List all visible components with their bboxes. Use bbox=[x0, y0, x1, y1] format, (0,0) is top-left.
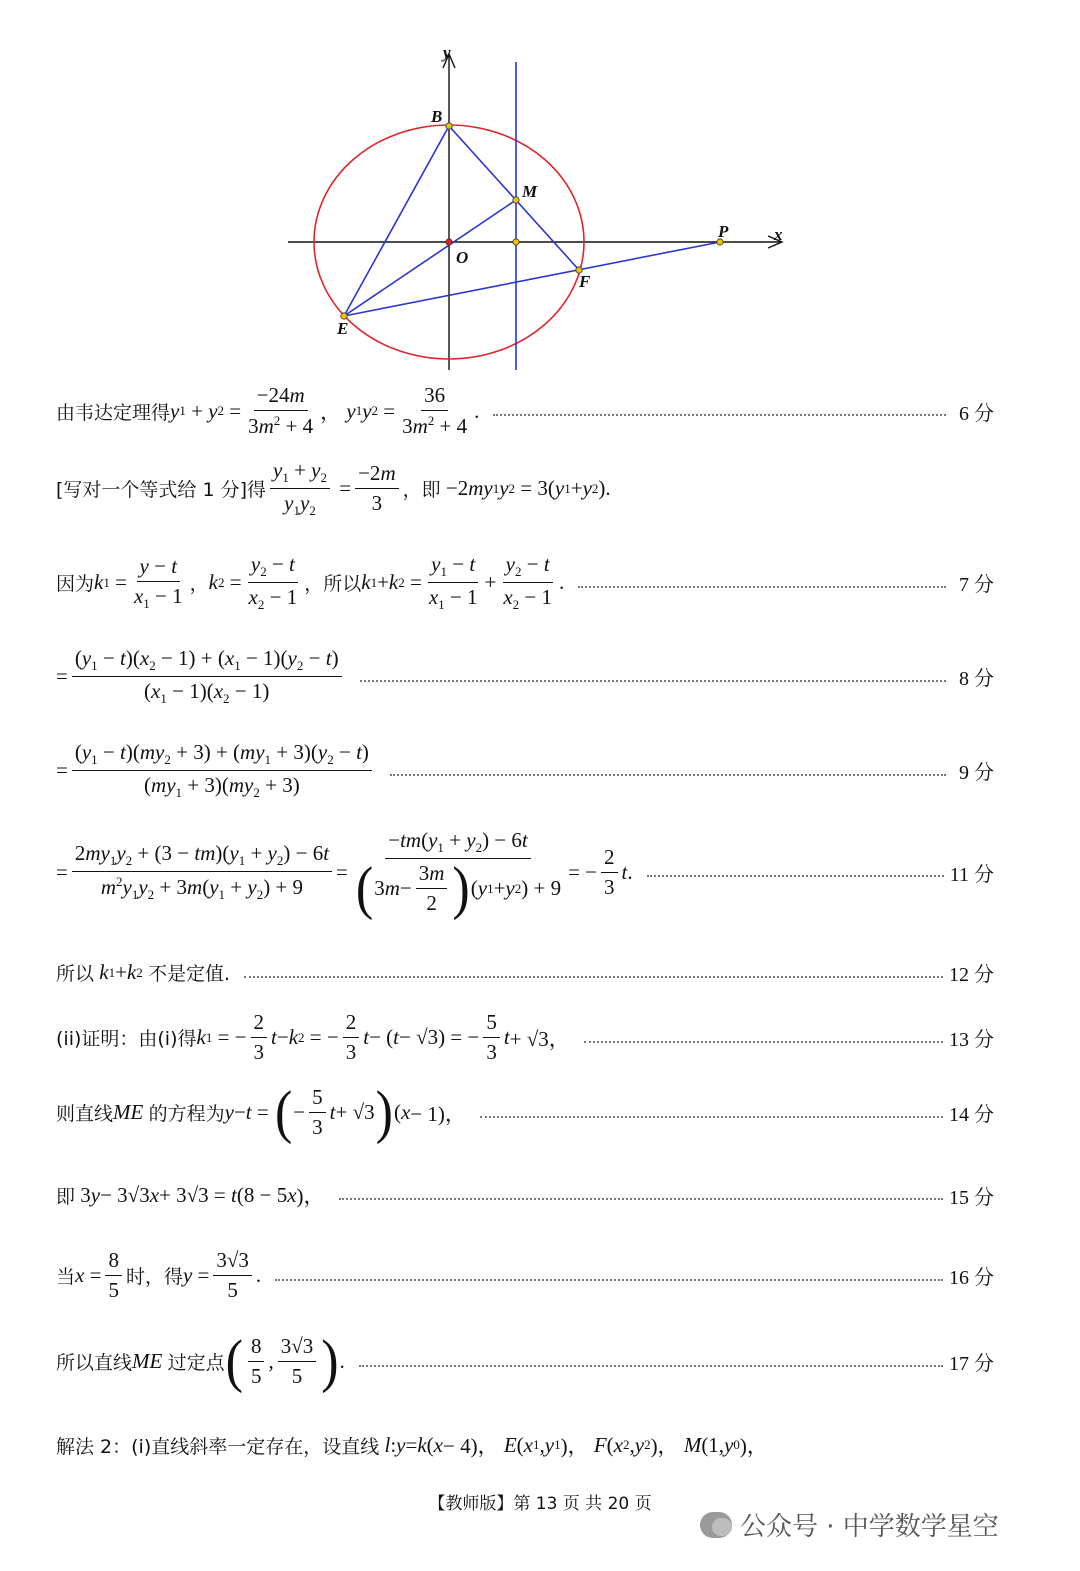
dot-leader bbox=[275, 1279, 943, 1281]
solution-line-ratio bbox=[56, 458, 994, 519]
solution-line-method-2 bbox=[56, 1430, 994, 1460]
point-B bbox=[446, 123, 452, 129]
score-label: 15 分 bbox=[949, 1186, 994, 1209]
score-label: 8 分 bbox=[959, 668, 994, 691]
score-label: 6 分 bbox=[959, 402, 994, 425]
solution-line-conclusion-i bbox=[56, 958, 994, 987]
solution-line-simplify bbox=[56, 828, 994, 921]
dot-leader bbox=[584, 1041, 943, 1043]
solution-line-expand-1 bbox=[56, 646, 994, 707]
geometry-figure bbox=[280, 40, 800, 380]
point-O bbox=[446, 239, 452, 245]
line-expression: 当 x = $\frac{8}{5}$ 时，得 y = $\frac{3√3}{5}$ . bbox=[56, 1248, 262, 1302]
line-expression: [写对一个等式给 1 分]得 $\frac{y_1 + y_2}{y_1y_2}$ = $\frac{-2m}{3}$ ，即 −2 my 1 y 2 = 3( y 1 + y 2 ). bbox=[56, 458, 611, 519]
solution-line-proof-ii bbox=[56, 1010, 994, 1065]
dot-leader bbox=[647, 875, 944, 877]
label-y: y bbox=[443, 43, 451, 62]
line-expression: = $\frac{2my_1y_2 + (3 - tm)(y_1 + y_2) - 6t}{m^2y_1y_2 + 3m(y_1 + y_2) + 9}$ = $-tm(y_1 + y_2) - 6t$ ( 3 m − $\frac{3m}{2}$ ) ( y 1 + y 2 ) + 9 = − $\frac{2}{3}$ t . bbox=[56, 828, 633, 921]
line-expression: 所以 k 1 + k 2 不是定值. bbox=[56, 960, 231, 985]
label-F: F bbox=[579, 272, 591, 291]
wechat-icon bbox=[700, 1512, 732, 1538]
score-label: 11 分 bbox=[949, 863, 994, 886]
solution-line-vieta bbox=[56, 383, 994, 439]
solution-line-fixed-point bbox=[56, 1328, 994, 1394]
line-expression: 所以直线 ME 过定点 ( $\frac{8}{5}$ , $\frac{3√3}{5}$ ) . bbox=[56, 1328, 345, 1394]
label-x: x bbox=[774, 225, 783, 244]
page-footer: 【教师版】第 13 页 共 20 页 bbox=[428, 1494, 652, 1514]
score-label: 12 分 bbox=[949, 964, 994, 986]
segment-EP bbox=[344, 242, 720, 316]
dot-leader bbox=[390, 774, 946, 776]
score-label: 16 分 bbox=[949, 1267, 994, 1289]
label-P: P bbox=[718, 222, 729, 241]
score-label: 14 分 bbox=[949, 1104, 994, 1126]
watermark bbox=[700, 1506, 999, 1543]
score-label: 9 分 bbox=[959, 762, 994, 785]
solution-line-slopes bbox=[56, 552, 994, 613]
dot-leader bbox=[360, 680, 946, 682]
dot-leader bbox=[578, 586, 946, 588]
line-expression: = $\frac{(y_1 - t)(x_2 - 1) + (x_1 - 1)(y_2 - t)}{(x_1 - 1)(x_2 - 1)}$ bbox=[56, 646, 346, 707]
score-label: 7 分 bbox=[959, 574, 994, 597]
dot-leader bbox=[480, 1116, 943, 1118]
label-M: M bbox=[522, 182, 538, 201]
dot-leader bbox=[493, 414, 946, 416]
solution-line-expand-2 bbox=[56, 740, 994, 801]
score-label: 13 分 bbox=[949, 1029, 994, 1051]
score-label: 17 分 bbox=[949, 1353, 994, 1375]
line-expression: 由韦达定理得 y 1 + y 2 = $\frac{-24m}{3m^2 + 4}$ ， y 1 y 2 = $\frac{36}{3m^2 + 4}$ . bbox=[56, 383, 480, 438]
dot-leader bbox=[359, 1365, 943, 1367]
dot-leader bbox=[339, 1198, 943, 1200]
label-O: O bbox=[456, 248, 469, 267]
point-axis-intersection bbox=[513, 239, 519, 245]
dot-leader bbox=[244, 976, 943, 978]
label-E: E bbox=[337, 319, 349, 338]
line-expression: = $\frac{(y_1 - t)(my_2 + 3) + (my_1 + 3)(y_2 - t)}{(my_1 + 3)(my_2 + 3)}$ bbox=[56, 740, 376, 801]
line-expression: 因为 k 1 = $\frac{y - t}{x_1 - 1}$ ， k 2 = $\frac{y_2 - t}{x_2 - 1}$ ，所以 k 1 + k 2 = $\frac{y_1 - t}{x_1 - 1}$ + $\frac{y_2 - t}{x_2 - 1}$ . bbox=[56, 552, 565, 613]
line-expression: 则直线 ME 的方程为 y − t = ( − $\frac{5}{3}$ t + √3 ) ( x − 1)， bbox=[56, 1079, 466, 1145]
line-expression: 解法 2：(i)直线斜率一定存在，设直线 l : y = k ( x − 4)， E ( x 1 , y 1 )， F ( x 2 , y 2 )， M (1, y 0 )， bbox=[56, 1432, 768, 1458]
watermark-text: 公众号 · 中学数学星空 bbox=[740, 1512, 999, 1542]
line-expression: 即 3 y − 3√3 x + 3√3 = t (8 − 5 x )， bbox=[56, 1182, 325, 1208]
label-B: B bbox=[431, 107, 443, 126]
solution-line-ME-equation bbox=[56, 1079, 994, 1145]
line-expression: (ii)证明：由(i)得 k 1 = − $\frac{2}{3}$ t − k 2 = − $\frac{2}{3}$ t − ( t − √3) = − $\frac{5}{3}$ t + √3， bbox=[56, 1010, 570, 1064]
solution-line-rearranged bbox=[56, 1180, 994, 1210]
point-M bbox=[513, 197, 519, 203]
solution-line-evaluate bbox=[56, 1248, 994, 1303]
